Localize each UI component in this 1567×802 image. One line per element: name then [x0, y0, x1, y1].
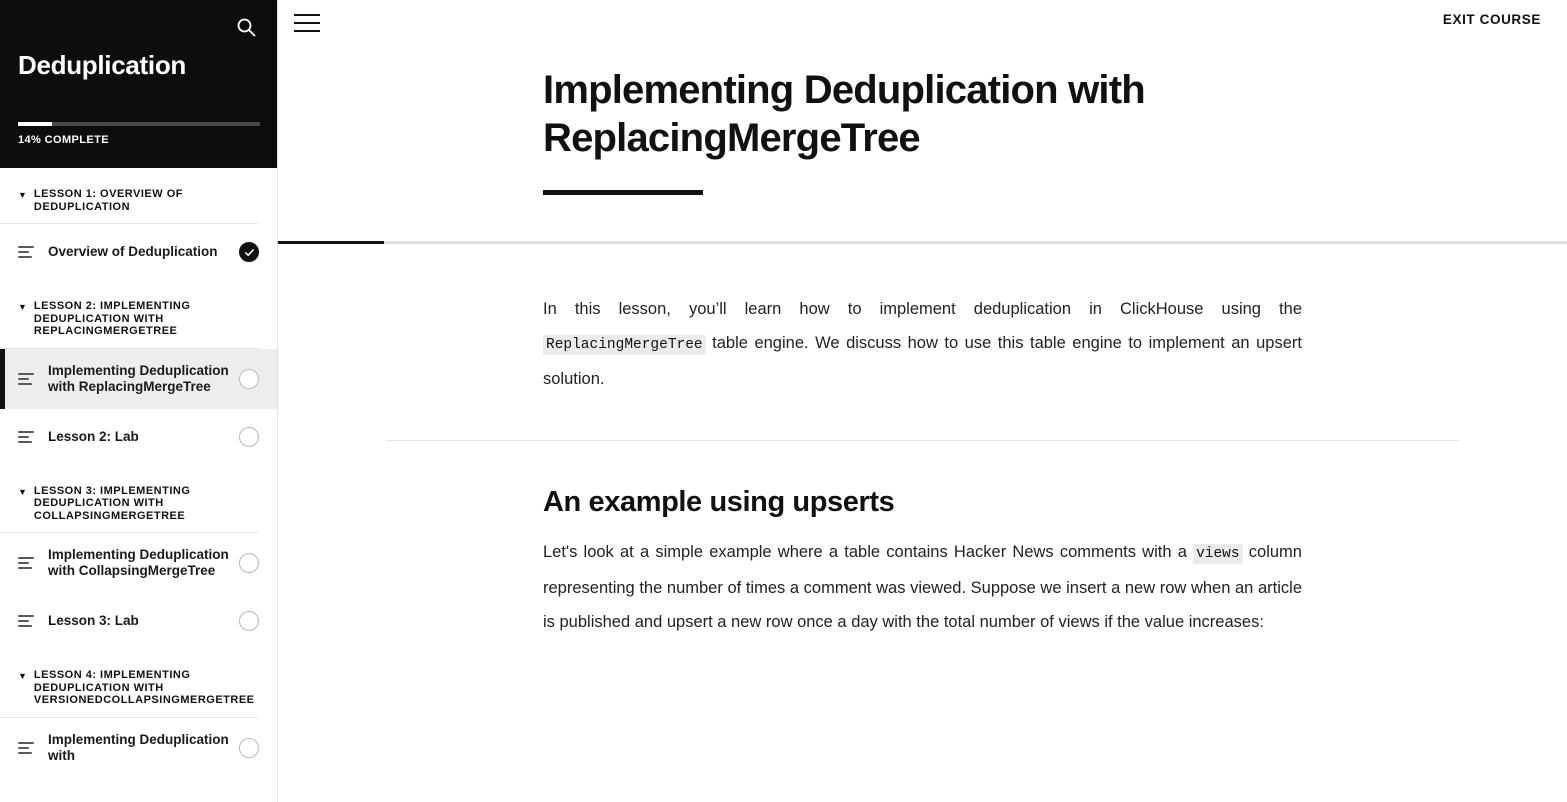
search-icon[interactable] — [233, 14, 259, 40]
sidebar-item-implementing-deduplication-with-replacingmergetree[interactable] — [0, 349, 277, 409]
inline-code-replacingmergetree: ReplacingMergeTree — [543, 335, 706, 355]
lesson-lines-icon — [18, 742, 34, 754]
section-heading: An example using upserts — [543, 486, 895, 518]
sidebar-section-lesson-3[interactable] — [0, 465, 258, 534]
upserts-section — [278, 441, 1567, 639]
sidebar-section-label: LESSON 3: IMPLEMENTING DEDUPLICATION WITH COLLAPSINGMERGETREE — [33, 484, 191, 522]
lesson-item-label: Implementing Deduplication with CollapsingMergeTree — [48, 547, 229, 578]
section-paragraph — [543, 535, 1302, 639]
sidebar-section-lesson-4[interactable] — [0, 649, 258, 718]
section-text-part-1: Let's look at a simple example where a table contains Hacker News comments with a — [543, 543, 1194, 561]
sidebar-header — [0, 0, 277, 168]
section-text-part-2: column representing the number of times a comment was viewed. Suppose we insert a new row when an article is published and upsert a new row once a day with the total number of views if the value increases: — [543, 543, 1302, 631]
lesson-progress-fill — [278, 241, 384, 244]
sidebar-section-lesson-1[interactable] — [0, 168, 258, 224]
lesson-progress-bar — [278, 241, 1567, 244]
course-progress — [18, 122, 260, 146]
status-incomplete-icon — [239, 427, 259, 447]
progress-track — [18, 122, 260, 126]
lesson-item-label: Overview of Deduplication — [48, 244, 218, 259]
sidebar-item-implementing-deduplication-with-versionedcollapsingmergetree[interactable] — [0, 718, 277, 778]
title-underline — [543, 190, 703, 195]
lesson-item-label: Lesson 3: Lab — [48, 613, 139, 628]
sidebar-section-label: LESSON 1: OVERVIEW OF DEDUPLICATION — [33, 188, 183, 213]
page-title: Implementing Deduplication with ReplacingMergeTree — [543, 68, 1145, 160]
status-incomplete-icon — [239, 553, 259, 573]
lesson-lines-icon — [18, 246, 34, 258]
sidebar-item-lesson-3-lab[interactable] — [0, 593, 277, 649]
sidebar-section-lesson-2[interactable] — [0, 280, 258, 349]
exit-course-button[interactable]: EXIT COURSE — [1442, 12, 1541, 27]
sidebar-section-label: LESSON 2: IMPLEMENTING DEDUPLICATION WITH REPLACINGMERGETREE — [33, 300, 191, 337]
intro-block — [278, 244, 1567, 396]
intro-text-part-2: table engine. We discuss how to use this table engine to implement an upsert solution. — [543, 334, 1302, 388]
intro-text-part-1: In this lesson, you’ll learn how to implement deduplication in ClickHouse using the — [543, 300, 1302, 318]
lesson-lines-icon — [18, 615, 34, 627]
chevron-down-icon: ▼ — [18, 486, 27, 497]
lesson-lines-icon — [18, 557, 34, 569]
hamburger-menu-icon[interactable] — [294, 14, 320, 32]
intro-paragraph — [543, 292, 1302, 396]
lesson-item-label: Implementing Deduplication with — [48, 731, 229, 763]
progress-label: 14% COMPLETE — [18, 134, 109, 146]
progress-fill — [18, 122, 52, 126]
top-bar — [278, 0, 1567, 46]
status-incomplete-icon — [239, 369, 259, 389]
lesson-lines-icon — [18, 373, 34, 385]
lesson-content — [278, 46, 1567, 802]
course-sidebar — [0, 0, 278, 802]
sidebar-item-implementing-deduplication-with-collapsingmergetree[interactable] — [0, 533, 277, 593]
course-title: Deduplication — [18, 50, 186, 80]
lesson-item-label: Lesson 2: Lab — [48, 428, 139, 444]
lesson-list[interactable] — [0, 168, 277, 802]
status-complete-icon — [239, 242, 259, 262]
sidebar-item-lesson-2-lab[interactable] — [0, 409, 277, 465]
inline-code-views: views — [1193, 544, 1243, 564]
sidebar-item-overview-of-deduplication[interactable] — [0, 224, 277, 280]
status-incomplete-icon — [239, 738, 259, 758]
lesson-lines-icon — [18, 431, 34, 443]
lesson-item-label: Implementing Deduplication with ReplacingMergeTree — [48, 362, 229, 394]
chevron-down-icon: ▼ — [18, 190, 27, 200]
sidebar-section-label: LESSON 4: IMPLEMENTING DEDUPLICATION WITH VERSIONEDCOLLAPSINGMERGETREE — [33, 669, 255, 706]
chevron-down-icon: ▼ — [18, 302, 27, 312]
status-incomplete-icon — [239, 611, 259, 631]
chevron-down-icon: ▼ — [18, 671, 27, 681]
